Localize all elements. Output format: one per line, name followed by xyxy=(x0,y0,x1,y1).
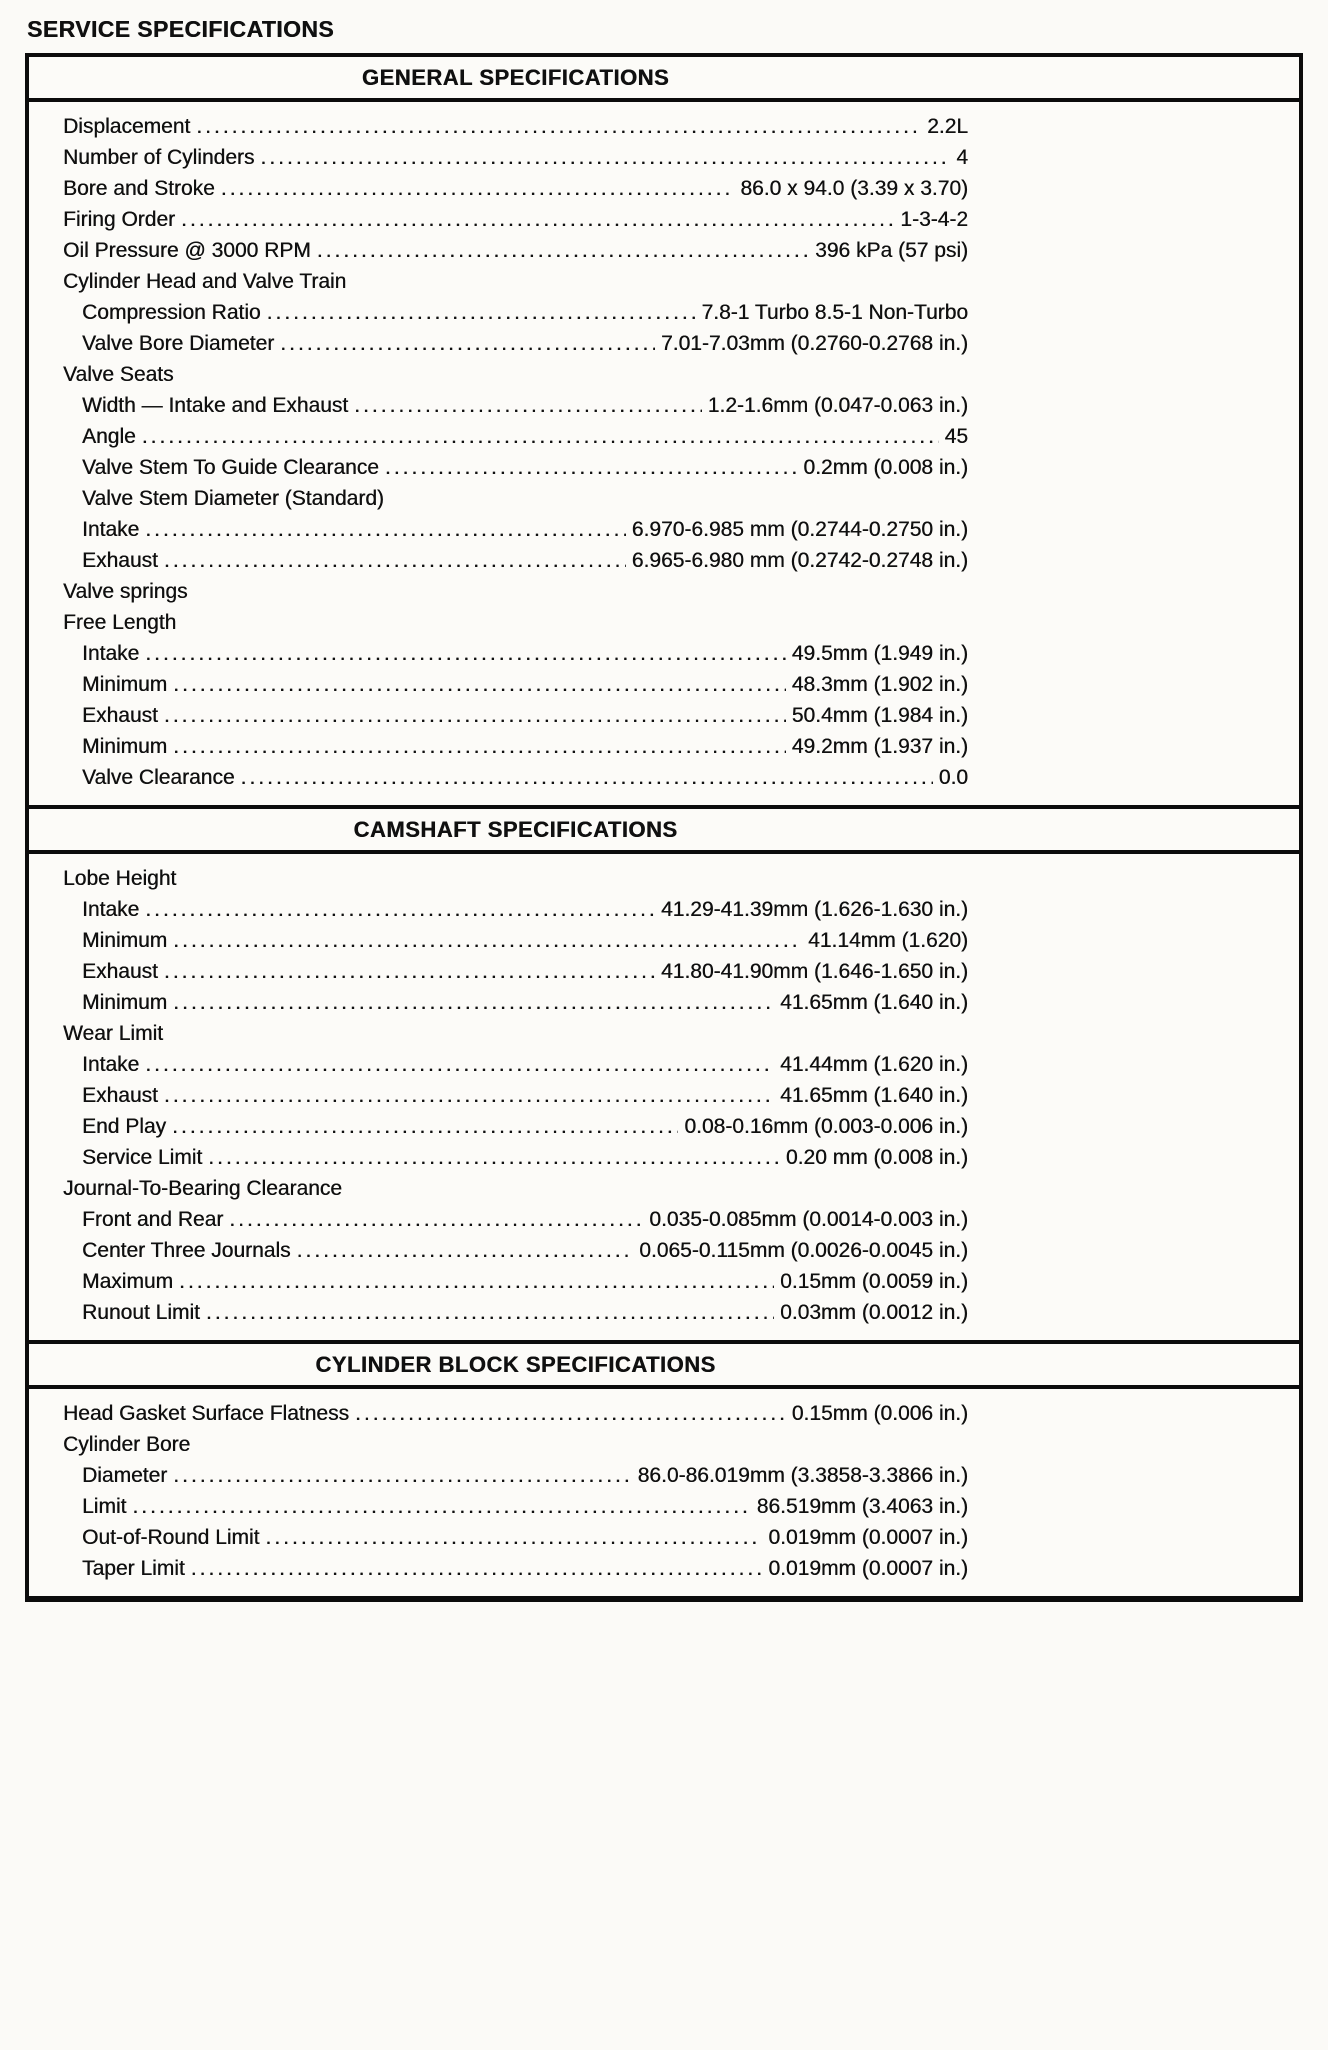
spec-label: Exhaust xyxy=(82,704,158,727)
spec-value: 0.065-0.115mm (0.0026-0.0045 in.) xyxy=(639,1239,968,1262)
spec-row xyxy=(63,1553,968,1584)
dot-leader xyxy=(145,638,786,669)
spec-row xyxy=(63,700,968,731)
dot-leader xyxy=(385,452,798,483)
spec-row xyxy=(63,638,968,669)
spec-value: 86.0 x 94.0 (3.39 x 3.70) xyxy=(740,177,968,200)
dot-leader xyxy=(145,894,655,925)
section-title: GENERAL SPECIFICATIONS xyxy=(361,65,670,90)
spec-value: 7.8-1 Turbo 8.5-1 Non-Turbo xyxy=(701,301,968,324)
spec-row xyxy=(63,1266,968,1297)
spec-label: Valve Stem To Guide Clearance xyxy=(82,456,379,479)
spec-row xyxy=(63,1049,968,1080)
spec-label: Bore and Stroke xyxy=(63,177,215,200)
spec-value: 41.29-41.39mm (1.626-1.630 in.) xyxy=(660,898,968,921)
spec-label: Taper Limit xyxy=(82,1557,185,1580)
dot-leader xyxy=(260,142,950,173)
spec-value: 48.3mm (1.902 in.) xyxy=(791,673,968,696)
dot-leader xyxy=(164,545,626,576)
spec-label: Valve Clearance xyxy=(82,766,235,789)
spec-value: 1.2-1.6mm (0.047-0.063 in.) xyxy=(707,394,968,417)
spec-row xyxy=(63,297,968,328)
dot-leader xyxy=(132,1491,750,1522)
dot-leader xyxy=(208,1142,780,1173)
spec-label: Intake xyxy=(82,518,140,541)
spec-label: Cylinder Bore xyxy=(63,1433,191,1456)
spec-row xyxy=(63,111,968,142)
spec-label: Wear Limit xyxy=(63,1022,163,1045)
spec-label: Valve Seats xyxy=(63,363,174,386)
spec-label: Firing Order xyxy=(63,208,176,231)
spec-value: 6.965-6.980 mm (0.2742-0.2748 in.) xyxy=(631,549,968,572)
dot-leader xyxy=(164,956,655,987)
section-header xyxy=(29,1340,1299,1389)
spec-row xyxy=(63,204,968,235)
spec-value: 0.019mm (0.0007 in.) xyxy=(768,1526,968,1549)
page-title: SERVICE SPECIFICATIONS xyxy=(27,16,335,42)
spec-value: 1-3-4-2 xyxy=(900,208,968,231)
dot-leader xyxy=(173,731,786,762)
dot-leader xyxy=(267,297,696,328)
spec-value: 6.970-6.985 mm (0.2744-0.2750 in.) xyxy=(631,518,968,541)
spec-row xyxy=(63,894,968,925)
dot-leader xyxy=(191,1553,763,1584)
dot-leader xyxy=(172,1111,678,1142)
spec-value: 45 xyxy=(944,425,968,448)
spec-label: Exhaust xyxy=(82,1084,158,1107)
spec-label: Intake xyxy=(82,642,140,665)
spec-value: 0.03mm (0.0012 in.) xyxy=(780,1301,968,1324)
dot-leader xyxy=(164,700,786,731)
spec-value: 41.14mm (1.620) xyxy=(808,929,968,952)
spec-value: 0.035-0.085mm (0.0014-0.003 in.) xyxy=(649,1208,968,1231)
spec-row xyxy=(63,390,968,421)
spec-label: Exhaust xyxy=(82,549,158,572)
spec-row xyxy=(63,452,968,483)
spec-label: Minimum xyxy=(82,735,168,758)
spec-section xyxy=(29,1340,1299,1596)
spec-row xyxy=(63,1235,968,1266)
section-title: CAMSHAFT SPECIFICATIONS xyxy=(353,817,678,842)
spec-label: Number of Cylinders xyxy=(63,146,255,169)
spec-label: Oil Pressure @ 3000 RPM xyxy=(63,239,311,262)
dot-leader xyxy=(317,235,809,266)
spec-label: End Play xyxy=(82,1115,167,1138)
spec-value: 0.019mm (0.0007 in.) xyxy=(768,1557,968,1580)
spec-value: 0.08-0.16mm (0.003-0.006 in.) xyxy=(684,1115,968,1138)
spec-subheading-row xyxy=(63,1429,968,1460)
spec-value: 49.5mm (1.949 in.) xyxy=(791,642,968,665)
spec-label: Head Gasket Surface Flatness xyxy=(63,1402,349,1425)
spec-table xyxy=(25,53,1303,1602)
spec-row xyxy=(63,514,968,545)
spec-row xyxy=(63,669,968,700)
spec-value: 86.0-86.019mm (3.3858-3.3866 in.) xyxy=(637,1464,968,1487)
section-body xyxy=(63,102,968,805)
section-header xyxy=(29,805,1299,854)
section-header xyxy=(29,57,1299,102)
spec-row xyxy=(63,762,968,793)
spec-value: 86.519mm (3.4063 in.) xyxy=(756,1495,968,1518)
spec-row xyxy=(63,173,968,204)
dot-leader xyxy=(196,111,921,142)
dot-leader xyxy=(297,1235,634,1266)
spec-value: 50.4mm (1.984 in.) xyxy=(791,704,968,727)
spec-row xyxy=(63,925,968,956)
spec-value: 0.20 mm (0.008 in.) xyxy=(785,1146,968,1169)
spec-label: Minimum xyxy=(82,929,168,952)
spec-row xyxy=(63,1111,968,1142)
spec-label: Exhaust xyxy=(82,960,158,983)
dot-leader xyxy=(173,1460,631,1491)
spec-subheading-row xyxy=(63,1018,968,1049)
spec-value: 0.2mm (0.008 in.) xyxy=(803,456,968,479)
spec-section xyxy=(29,805,1299,1340)
spec-value: 396 kPa (57 psi) xyxy=(815,239,968,262)
spec-label: Maximum xyxy=(82,1270,174,1293)
spec-label: Displacement xyxy=(63,115,191,138)
dot-leader xyxy=(145,514,626,545)
section-title: CYLINDER BLOCK SPECIFICATIONS xyxy=(315,1352,716,1377)
spec-label: Lobe Height xyxy=(63,867,177,890)
dot-leader xyxy=(173,987,774,1018)
spec-row xyxy=(63,421,968,452)
dot-leader xyxy=(173,669,786,700)
spec-label: Service Limit xyxy=(82,1146,203,1169)
dot-leader xyxy=(280,328,655,359)
spec-row xyxy=(63,328,968,359)
spec-subheading-row xyxy=(63,607,968,638)
spec-value: 4 xyxy=(956,146,968,169)
spec-row xyxy=(63,1204,968,1235)
spec-label: Journal-To-Bearing Clearance xyxy=(63,1177,342,1200)
spec-value: 41.65mm (1.640 in.) xyxy=(780,1084,968,1107)
dot-leader xyxy=(206,1297,774,1328)
spec-label: Free Length xyxy=(63,611,177,634)
dot-leader xyxy=(265,1522,762,1553)
spec-label: Compression Ratio xyxy=(82,301,261,324)
spec-row xyxy=(63,545,968,576)
dot-leader xyxy=(164,1080,774,1111)
spec-row xyxy=(63,1080,968,1111)
spec-label: Front and Rear xyxy=(82,1208,224,1231)
dot-leader xyxy=(229,1204,643,1235)
dot-leader xyxy=(142,421,939,452)
spec-label: Minimum xyxy=(82,991,168,1014)
spec-label: Valve Bore Diameter xyxy=(82,332,275,355)
spec-label: Diameter xyxy=(82,1464,168,1487)
spec-label: Intake xyxy=(82,1053,140,1076)
spec-row xyxy=(63,1398,968,1429)
spec-row xyxy=(63,142,968,173)
spec-value: 0.15mm (0.006 in.) xyxy=(791,1402,968,1425)
spec-value: 41.80-41.90mm (1.646-1.650 in.) xyxy=(660,960,968,983)
spec-row xyxy=(63,731,968,762)
spec-label: Out-of-Round Limit xyxy=(82,1526,260,1549)
spec-row xyxy=(63,1522,968,1553)
spec-subheading-row xyxy=(63,576,968,607)
spec-row xyxy=(63,956,968,987)
spec-label: Width — Intake and Exhaust xyxy=(82,394,349,417)
spec-row xyxy=(63,1460,968,1491)
spec-subheading-row xyxy=(63,359,968,390)
dot-leader xyxy=(145,1049,774,1080)
spec-row xyxy=(63,1297,968,1328)
spec-label: Valve springs xyxy=(63,580,188,603)
spec-value: 41.65mm (1.640 in.) xyxy=(780,991,968,1014)
dot-leader xyxy=(181,204,894,235)
spec-subheading-row xyxy=(63,266,968,297)
spec-row xyxy=(63,987,968,1018)
dot-leader xyxy=(179,1266,774,1297)
spec-label: Intake xyxy=(82,898,140,921)
spec-label: Cylinder Head and Valve Train xyxy=(63,270,347,293)
spec-section xyxy=(29,57,1299,805)
spec-row xyxy=(63,1491,968,1522)
spec-value: 7.01-7.03mm (0.2760-0.2768 in.) xyxy=(660,332,968,355)
dot-leader xyxy=(354,390,702,421)
dot-leader xyxy=(241,762,933,793)
dot-leader xyxy=(173,925,802,956)
spec-label: Valve Stem Diameter (Standard) xyxy=(82,487,384,510)
dot-leader xyxy=(355,1398,786,1429)
spec-row xyxy=(63,235,968,266)
spec-value: 0.0 xyxy=(938,766,968,789)
dot-leader xyxy=(221,173,735,204)
spec-label: Center Three Journals xyxy=(82,1239,291,1262)
spec-value: 2.2L xyxy=(927,115,968,138)
spec-row xyxy=(63,1142,968,1173)
spec-value: 49.2mm (1.937 in.) xyxy=(791,735,968,758)
section-body xyxy=(63,1389,968,1596)
spec-value: 41.44mm (1.620 in.) xyxy=(780,1053,968,1076)
spec-subheading-row xyxy=(63,863,968,894)
spec-subheading-row xyxy=(63,483,968,514)
spec-label: Runout Limit xyxy=(82,1301,200,1324)
spec-label: Minimum xyxy=(82,673,168,696)
spec-label: Limit xyxy=(82,1495,127,1518)
spec-subheading-row xyxy=(63,1173,968,1204)
spec-value: 0.15mm (0.0059 in.) xyxy=(780,1270,968,1293)
section-body xyxy=(63,854,968,1340)
spec-label: Angle xyxy=(82,425,136,448)
